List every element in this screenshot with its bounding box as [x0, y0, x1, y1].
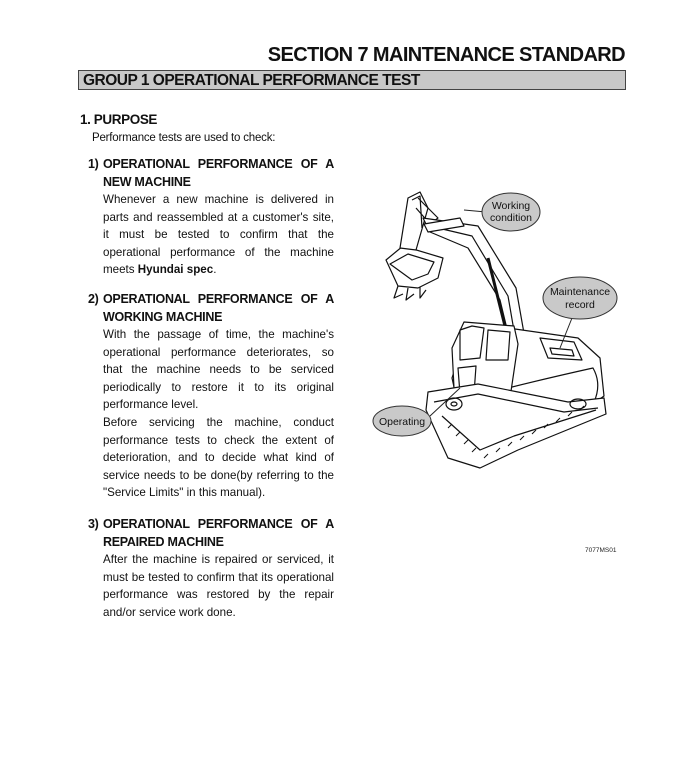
item-title: OPERATIONAL PERFORMANCE OF A REPAIRED MACHINE [103, 517, 334, 549]
item-heading [88, 515, 334, 551]
callout-operating-text: Operating [378, 416, 426, 428]
item-number: 3) [88, 517, 99, 531]
item-title: OPERATIONAL PERFORMANCE OF A WORKING MACHINE [103, 292, 334, 324]
item-body: With the passage of time, the machine's operational performance deteriorates, so that the machine needs to be serviced periodically to restore it to its original performance level. [103, 328, 334, 412]
section-title: SECTION 7 MAINTENANCE STANDARD [267, 44, 625, 66]
item-repaired-machine [88, 515, 334, 621]
item-heading [88, 290, 334, 326]
item-number: 2) [88, 292, 99, 306]
item-body-end: . [213, 263, 217, 277]
item-body-bold: Hyundai spec [137, 263, 214, 277]
item-working-machine [88, 290, 334, 502]
callout-maintenance-record [543, 277, 617, 319]
group-title-bar [78, 70, 626, 90]
item-body-2: Before servicing the machine, conduct performance tests to check the extent of deterioration, and to decide what kind of service needs to be done(by referring to the "Service Limits" in this manual). [103, 415, 334, 500]
excavator-illustration [368, 188, 628, 478]
figure-code: 7077MS01 [585, 547, 617, 554]
callout-maintenance-text-2: record [565, 299, 595, 311]
purpose-heading: 1. PURPOSE [80, 112, 158, 127]
item-title: OPERATIONAL PERFORMANCE OF A NEW MACHINE [103, 157, 334, 189]
callout-maintenance-text-1: Maintenance [549, 286, 611, 298]
purpose-intro: Performance tests are used to check: [92, 132, 276, 144]
item-body-text: Whenever a new machine is delivered in parts and reassembled at a customer's site, it must be tested to confirm that the operational performance of the machine meets [103, 193, 334, 277]
item-body [103, 191, 334, 279]
callout-working-text-2: condition [489, 212, 533, 224]
callout-working-text-1: Working [491, 200, 531, 212]
item-heading [88, 155, 334, 191]
item-number: 1) [88, 157, 99, 171]
item-body: After the machine is repaired or serviced, it must be tested to confirm that its operational performance was restored by the repair and/or service work done. [103, 553, 334, 619]
item-new-machine [88, 155, 334, 279]
group-title: GROUP 1 OPERATIONAL PERFORMANCE TEST [83, 72, 420, 89]
